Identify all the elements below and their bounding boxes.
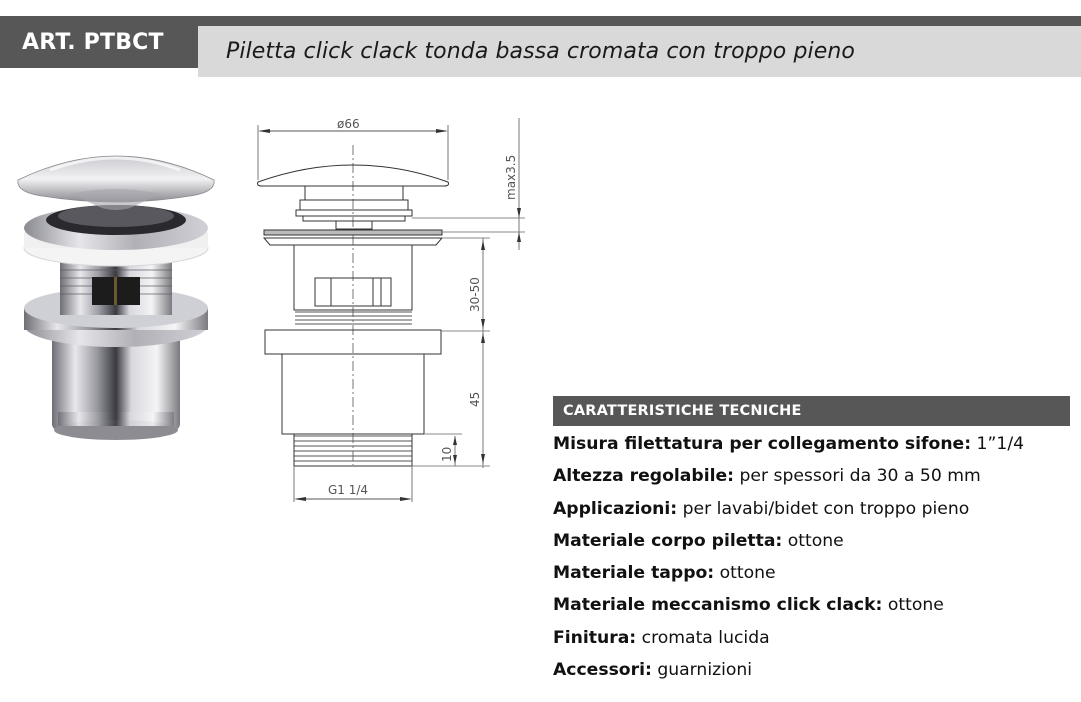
- spec-item-cap-material: [553, 557, 1070, 589]
- specs-header: [553, 396, 1070, 426]
- spec-value: cromata lucida: [636, 627, 770, 648]
- chrome-drain-photo-icon: [10, 140, 225, 445]
- spec-label: Materiale corpo piletta:: [553, 530, 783, 551]
- spec-label: Finitura:: [553, 627, 637, 648]
- specs-header-text: CARATTERISTICHE TECNICHE: [563, 403, 802, 419]
- technical-specs: [553, 396, 1070, 686]
- article-code-block: [0, 16, 198, 68]
- dim-thread-size: G1 1/4: [328, 483, 369, 497]
- spec-label: Applicazioni:: [553, 498, 678, 519]
- technical-drawing-icon: [250, 110, 540, 510]
- spec-value: ottone: [782, 530, 844, 551]
- spec-label: Materiale tappo:: [553, 563, 715, 584]
- spec-label: Accessori:: [553, 660, 652, 681]
- spec-label: Altezza regolabile:: [553, 466, 735, 487]
- title-bar: [198, 26, 1081, 77]
- spec-item-thread: [553, 428, 1070, 460]
- spec-value: per spessori da 30 a 50 mm: [734, 466, 981, 487]
- spec-value: ottone: [714, 563, 776, 584]
- product-photo: [10, 140, 225, 445]
- article-code: ART. PTBCT: [22, 29, 164, 55]
- spec-item-height: [553, 460, 1070, 492]
- spec-value: per lavabi/bidet con troppo pieno: [677, 498, 970, 519]
- dim-cap-diameter: ø66: [337, 117, 360, 131]
- spec-item-body-material: [553, 525, 1070, 557]
- dim-body-height: 45: [468, 391, 482, 407]
- dim-cap-gap: max3.5: [504, 154, 518, 200]
- spec-item-mechanism-material: [553, 589, 1070, 621]
- spec-value: 1”1/4: [971, 434, 1025, 454]
- product-title: Piletta click clack tonda bassa cromata con troppo pieno: [226, 39, 855, 64]
- spec-value: ottone: [882, 595, 944, 616]
- dim-adjustable-height: 30-50: [468, 277, 482, 312]
- spec-label: Misura filettatura per collegamento sifone:: [553, 434, 972, 454]
- spec-item-finish: [553, 622, 1070, 654]
- dim-thread-height: 10: [440, 446, 454, 462]
- spec-item-accessories: [553, 654, 1070, 686]
- technical-drawing: [250, 110, 540, 510]
- spec-item-applications: [553, 493, 1070, 525]
- spec-label: Materiale meccanismo click clack:: [553, 595, 883, 616]
- spec-value: guarnizioni: [651, 660, 753, 681]
- spec-list: [553, 428, 1070, 686]
